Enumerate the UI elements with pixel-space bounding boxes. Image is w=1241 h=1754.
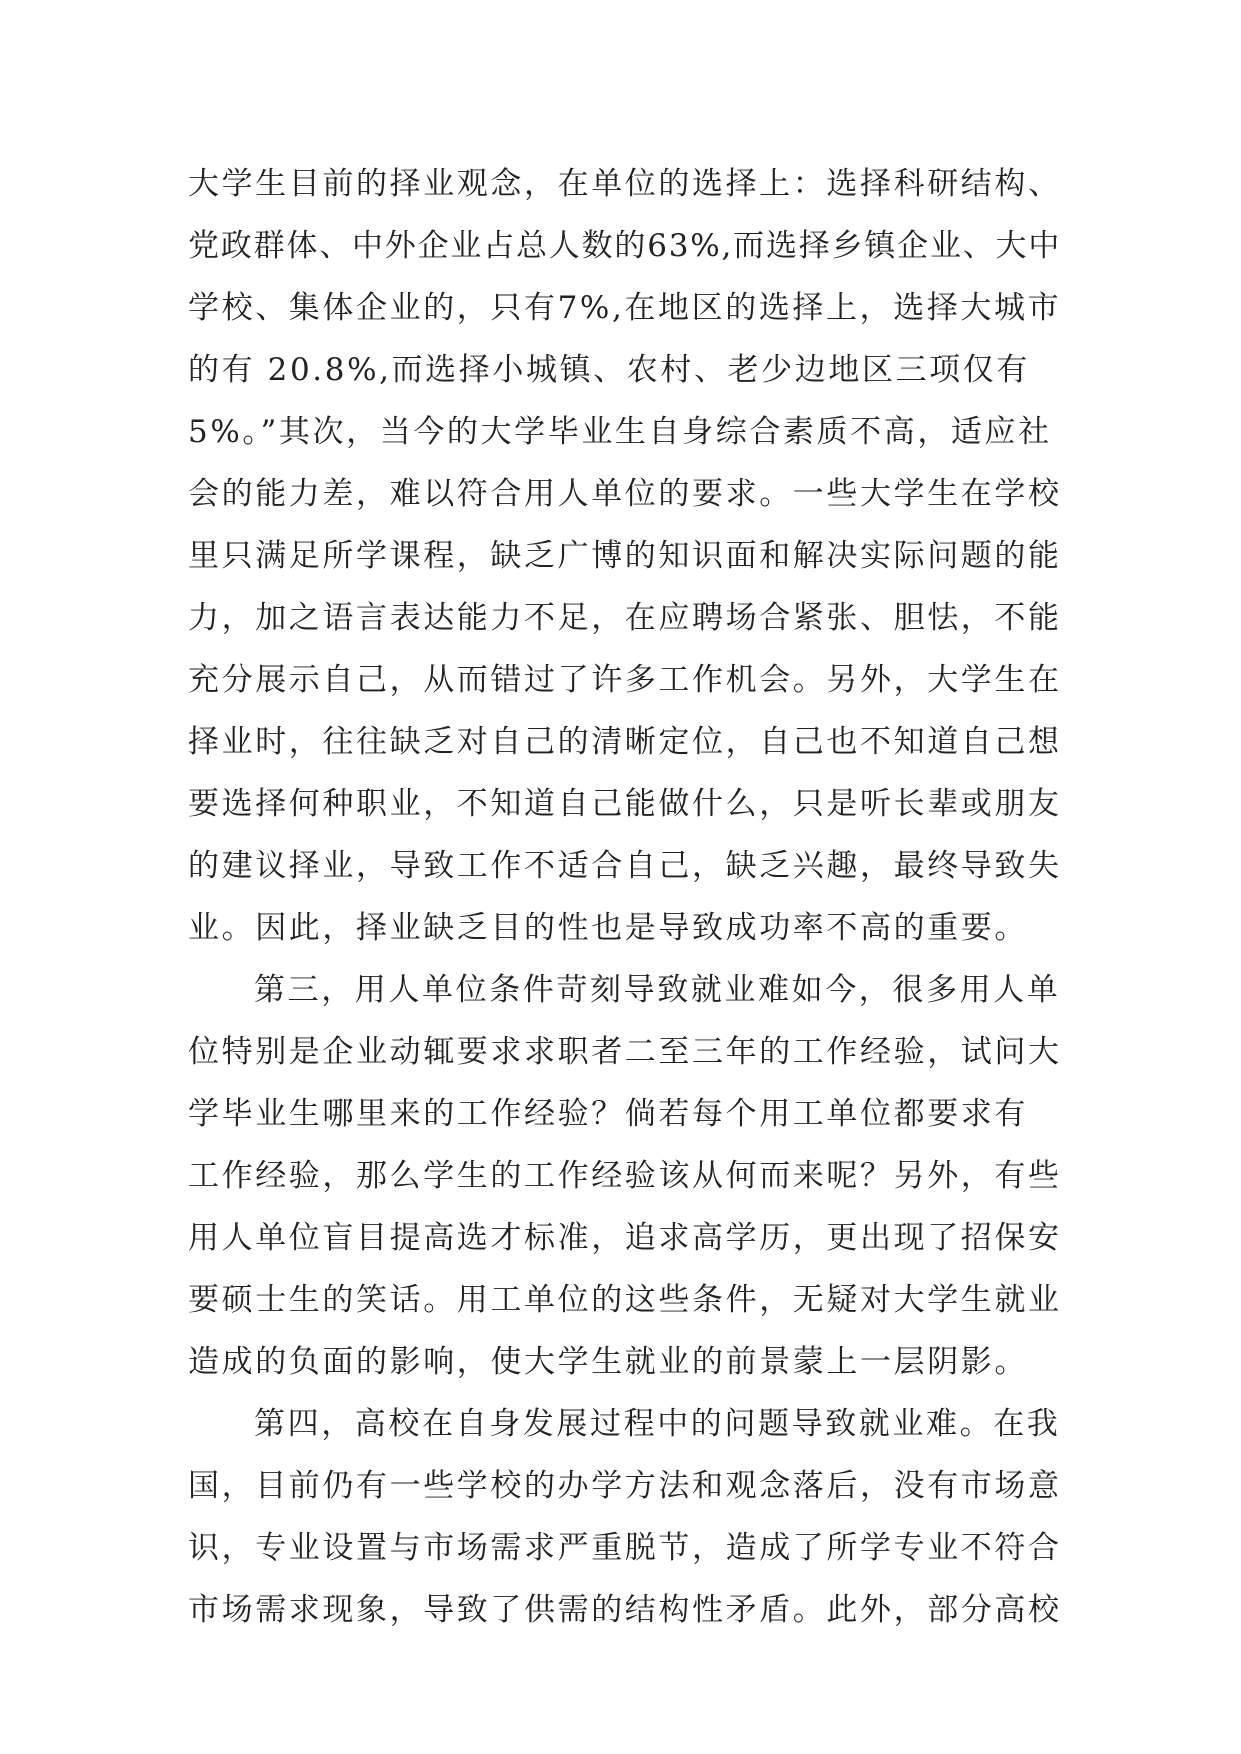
text-line: 里只满足所学课程，缺乏广博的知识面和解决实际问题的能 xyxy=(188,538,1062,574)
text-line: 学校、集体企业的，只有7%,在地区的选择上，选择大城市 xyxy=(188,290,1062,326)
text-line: 5%。”其次，当今的大学毕业生自身综合素质不高，适应社 xyxy=(188,414,1052,450)
text-line: 大学生目前的择业观念，在单位的选择上：选择科研结构、 xyxy=(188,166,1062,202)
text-line: 学毕业生哪里来的工作经验？倘若每个用工单位都要求有 xyxy=(188,1096,1028,1132)
text-line: 的有 20.8%,而选择小城镇、农村、老少边地区三项仅有 xyxy=(188,352,1030,388)
text-line: 党政群体、中外企业占总人数的63%,而选择乡镇企业、大中 xyxy=(188,228,1062,264)
text-line: 国，目前仍有一些学校的办学方法和观念落后，没有市场意 xyxy=(188,1468,1062,1504)
text-line: 会的能力差，难以符合用人单位的要求。一些大学生在学校 xyxy=(188,476,1062,512)
text-line: 充分展示自己，从而错过了许多工作机会。另外，大学生在 xyxy=(188,662,1062,698)
text-line: 力，加之语言表达能力不足，在应聘场合紧张、胆怯，不能 xyxy=(188,600,1062,636)
text-line: 用人单位盲目提高选才标准，追求高学历，更出现了招保安 xyxy=(188,1220,1062,1256)
text-line: 的建议择业，导致工作不适合自己，缺乏兴趣，最终导致失 xyxy=(188,848,1062,884)
text-line: 要选择何种职业，不知道自己能做什么，只是听长辈或朋友 xyxy=(188,786,1062,822)
text-line: 择业时，往往缺乏对自己的清晰定位，自己也不知道自己想 xyxy=(188,724,1062,760)
text-line: 工作经验，那么学生的工作经验该从何而来呢？另外，有些 xyxy=(188,1158,1062,1194)
text-line: 业。因此，择业缺乏目的性也是导致成功率不高的重要。 xyxy=(188,910,1028,946)
text-line: 识，专业设置与市场需求严重脱节，造成了所学专业不符合 xyxy=(188,1530,1062,1566)
text-line: 市场需求现象，导致了供需的结构性矛盾。此外，部分高校 xyxy=(188,1592,1062,1628)
paragraph-first-line: 第四，高校在自身发展过程中的问题导致就业难。在我 xyxy=(254,1406,1061,1442)
text-line: 要硕士生的笑话。用工单位的这些条件，无疑对大学生就业 xyxy=(188,1282,1062,1318)
paragraph-first-line: 第三，用人单位条件苛刻导致就业难如今，很多用人单 xyxy=(254,972,1061,1008)
text-line: 造成的负面的影响，使大学生就业的前景蒙上一层阴影。 xyxy=(188,1344,1028,1380)
body-text xyxy=(188,153,1063,1641)
text-line: 位特别是企业动辄要求求职者二至三年的工作经验，试问大 xyxy=(188,1034,1062,1070)
